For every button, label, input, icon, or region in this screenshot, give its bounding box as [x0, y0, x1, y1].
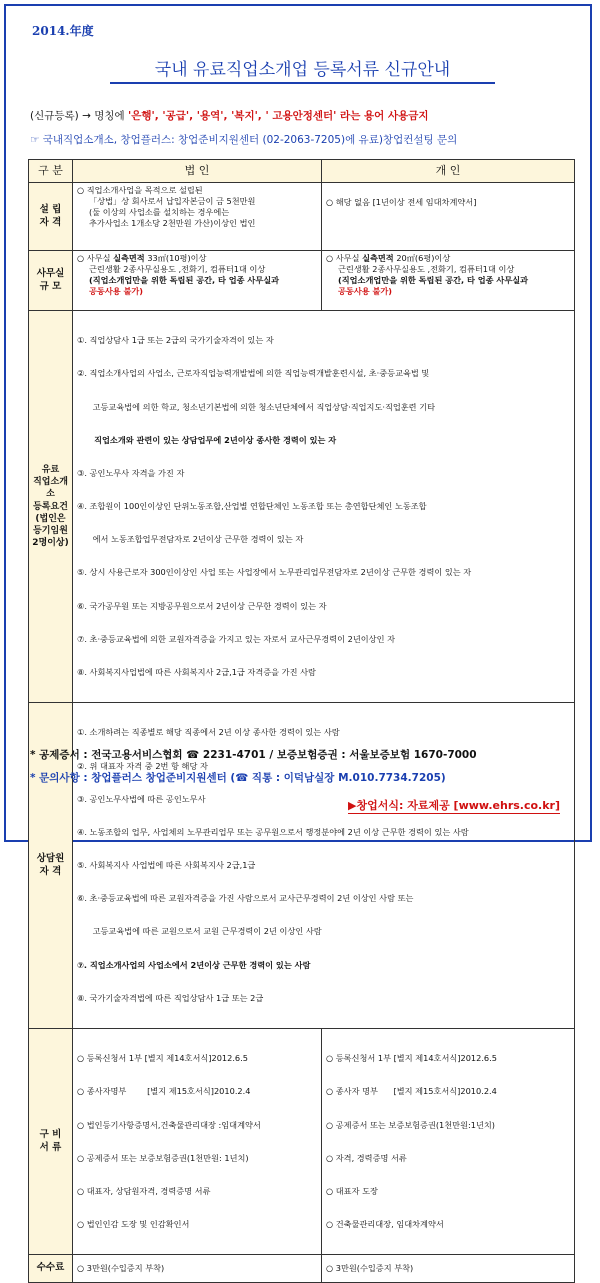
registration-requirements	[73, 311, 575, 703]
list-item: ③. 공인노무사 자격을 가진 자	[77, 467, 185, 478]
list-item: ③. 공인노무사법에 따른 공인노무사	[77, 793, 206, 804]
list-item: ⑦. 직업소개사업의 사업소에서 2년이상 근무한 경력이 있는 사람	[77, 959, 311, 970]
page-title: 국내 유료직업소개업 등록서류 신규안내	[110, 55, 495, 84]
list-item: ○ 대표자 도장	[326, 1185, 378, 1196]
text-line	[77, 253, 317, 264]
office-size-person	[322, 251, 575, 311]
consulting-inquiry-notice: ☞ 국내직업소개소, 창업플러스: 창업준비지원센터 (02-2063-7205)에 유료)창업컨설팅 문의	[30, 134, 458, 146]
list-item: ⑤. 상시 사용근로자 300인이상인 사업 또는 사업장에서 노무관리업무전담자로 2년이상 근무한 경력이 있는 자	[77, 567, 472, 578]
list-item: ②. 위 대표자 자격 중 2번 항 해당 자	[77, 760, 208, 771]
header-corp: 법 인	[73, 160, 322, 183]
text-line: 근린생활 2종사무실용도 ,전화기, 컴퓨터1대 이상	[89, 264, 266, 275]
requirements-table	[28, 159, 575, 1283]
notice-prefix: (신규등록) → 명칭에	[30, 110, 129, 122]
text-line	[326, 253, 570, 264]
list-item: 고등교육법에 의한 학교, 청소년기본법에 의한 청소년단체에서 직업상담·직업지도·직업훈련 기타	[77, 401, 436, 412]
documents-corp	[73, 1029, 322, 1255]
text-fragment: ○ 사무실	[326, 253, 363, 263]
list-item: ○ 자격, 경력증명 서류	[326, 1152, 407, 1163]
list-item: ④. 노동조합의 업무, 사업체의 노무관리업무 또는 공무원으로서 행정분야에 2년 이상 근무한 경력이 있는 사람	[77, 826, 469, 837]
documents-person	[322, 1029, 575, 1255]
footer-source-link[interactable]: ▶창업서식: 자료제공 [www.ehrs.co.kr]	[348, 799, 560, 812]
area-emphasis: 실측면적	[113, 253, 145, 263]
row-label: 상담원 자 격	[29, 703, 73, 1029]
restricted-terms: '은행', '공급', '용역', '복지', ' 고용안정센터'	[128, 110, 337, 122]
list-item: ⑦. 초·중등교육법에 의한 교원자격증을 가지고 있는 자로서 교사근무경력이 2년이상인 자	[77, 633, 395, 644]
list-item: ○ 종사자 명부 [별지 제15호서식]2010.2.4	[326, 1086, 497, 1097]
row-label: 구 비 서 류	[29, 1029, 73, 1255]
row-label: 유료 직업소개소 등록요건 (법인은 등기임원 2명이상)	[29, 311, 73, 703]
text-fragment: 20㎡(6평)이상	[393, 253, 451, 263]
row-label: 수수료	[29, 1255, 73, 1283]
footer-inquiry-info: * 문의사항 : 창업플러스 창업준비지원센터 (☎ 직통 : 이덕남실장 M.010.7734.7205)	[30, 772, 446, 784]
office-size-corp	[73, 251, 322, 311]
list-item: ○ 공제증서 또는 보증보험증권(1천만원: 1년치)	[77, 1152, 249, 1163]
list-item: ○ 등록신청서 1부 [별지 제14호서식]2012.6.5	[326, 1053, 497, 1064]
text-line: 근린생활 2종사무실용도 ,전화기, 컴퓨터1대 이상	[338, 264, 515, 275]
text-line: (직업소개업만을 위한 독립된 공간, 타 업종 사무실과	[89, 275, 280, 286]
list-item: 고등교육법에 따른 교원으로서 교원 근무경력이 2년 이상인 사람	[77, 926, 322, 937]
table-header-row	[29, 160, 575, 183]
header-division: 구 분	[29, 160, 73, 183]
row-office-size	[29, 251, 575, 311]
list-item: ②. 직업소개사업의 사업소, 근로자직업능력개발법에 의한 직업능력개발훈련시설, 초·중등교육법 및	[77, 368, 430, 379]
text-line: 「상법」상 회사로서 납입자본금이 금 5천만원	[89, 196, 256, 207]
text-fragment: 33㎡(10평)이상	[144, 253, 207, 263]
list-item: ○ 법인인감 도장 및 인감확인서	[77, 1219, 190, 1230]
year-label: 2014.年度	[32, 24, 94, 38]
text-line: 추가사업소 1개소당 2천만원 가산)이상인 법인	[89, 218, 256, 229]
list-item: 에서 노동조합업무전담자로 2년이상 근무한 경력이 있는 자	[77, 534, 304, 545]
text-line: 공동사용 불가)	[89, 286, 144, 297]
text-line: (직업소개업만을 위한 독립된 공간, 타 업종 사무실과	[338, 275, 529, 286]
establishment-corp	[73, 183, 322, 251]
list-item: 직업소개와 관련이 있는 상담업무에 2년이상 종사한 경력이 있는 자	[77, 434, 337, 445]
row-label: 사무실 규 모	[29, 251, 73, 311]
footer-guarantee-info: * 공제증서 : 전국고용서비스협회 ☎ 2231-4701 / 보증보험증권 : 서울보증보험 1670-7000	[30, 749, 477, 761]
row-registration-requirements	[29, 311, 575, 703]
notice-suffix: 라는 용어 사용금지	[336, 110, 429, 122]
text-line: ○ 해당 없음 [1년이상 전세 임대차계약서]	[326, 197, 477, 207]
fee-person: ○ 3만원(수입증지 부착)	[322, 1255, 575, 1283]
list-item: ①. 소개하려는 직종별로 해당 직종에서 2년 이상 종사한 경력이 있는 사람	[77, 727, 340, 738]
establishment-person	[322, 183, 575, 251]
naming-restriction-notice	[30, 108, 429, 123]
list-item: ⑤. 사회복지사 사업법에 따른 사회복지사 2급,1급	[77, 860, 256, 871]
row-required-documents	[29, 1029, 575, 1255]
list-item: ○ 종사자명부 [별지 제15호서식]2010.2.4	[77, 1086, 251, 1097]
row-establishment	[29, 183, 575, 251]
header-person: 개 인	[322, 160, 575, 183]
list-item: ○ 법인등기사항증명서,건축물관리대장 :임대계약서	[77, 1119, 261, 1130]
row-label: 설 립 자 격	[29, 183, 73, 251]
list-item: ⑥. 국가공무원 또는 지방공무원으로서 2년이상 근무한 경력이 있는 자	[77, 600, 327, 611]
list-item: ⑧. 사회복지사업법에 따른 사회복지사 2급,1급 자격증을 가진 사람	[77, 667, 316, 677]
text-line: (둘 이상의 사업소를 설치하는 경우에는	[89, 207, 230, 218]
fee-corp: ○ 3만원(수입증지 부착)	[73, 1255, 322, 1283]
text-line: ○ 직업소개사업을 목적으로 설립된	[77, 185, 203, 195]
list-item: ○ 건축물관리대장, 임대차계약서	[326, 1219, 444, 1230]
list-item: ○ 대표자, 상담원자격, 경력증명 서류	[77, 1185, 211, 1196]
list-item: ④. 조합원이 100인이상인 단위노동조합,산업별 연합단체인 노동조합 또는 총연합단체인 노동조합	[77, 501, 427, 512]
list-item: ①. 직업상담사 1급 또는 2급의 국가기술자격이 있는 자	[77, 335, 274, 346]
area-emphasis: 실측면적	[362, 253, 394, 263]
list-item: ○ 공제증서 또는 보증보험증권(1천만원:1년치)	[326, 1119, 495, 1130]
row-fee	[29, 1255, 575, 1283]
list-item: ○ 등록신청서 1부 [별지 제14호서식]2012.6.5	[77, 1053, 248, 1064]
text-fragment: ○ 사무실	[77, 253, 114, 263]
text-line: 공동사용 불가)	[338, 286, 393, 297]
list-item: ⑥. 초·중등교육법에 따른 교원자격증을 가진 사람으로서 교사근무경력이 2년 이상인 사람 또는	[77, 893, 414, 904]
list-item: ⑧. 국가기술자격법에 따른 직업상담사 1급 또는 2급	[77, 992, 264, 1003]
